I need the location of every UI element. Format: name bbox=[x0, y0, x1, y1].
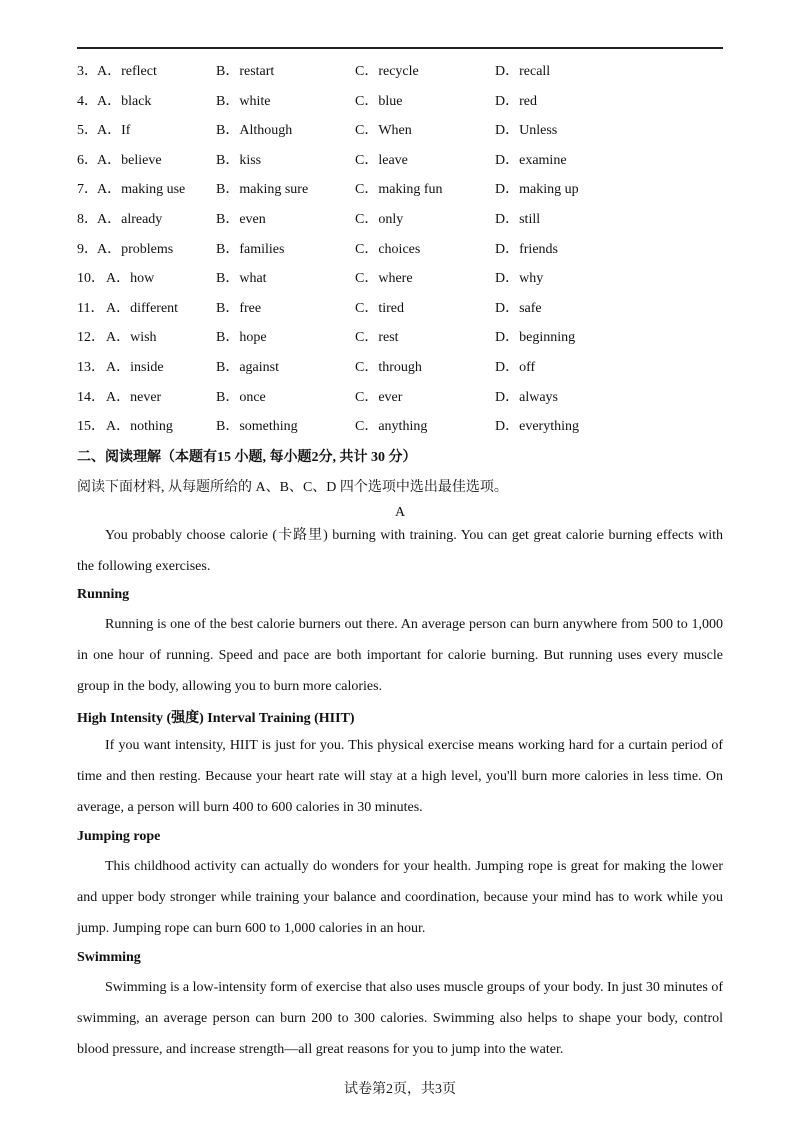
option-a: A．wish bbox=[106, 330, 157, 346]
option-c: C．When bbox=[355, 123, 412, 139]
option-c: C．only bbox=[355, 212, 404, 227]
option-d: D．making up bbox=[495, 182, 579, 198]
option-c: C．recycle bbox=[355, 64, 419, 79]
option-d: D．recall bbox=[495, 64, 551, 79]
option-b: B．against bbox=[216, 360, 279, 375]
option-d: D．friends bbox=[495, 241, 558, 257]
option-d: D．why bbox=[495, 271, 544, 287]
top-rule bbox=[77, 47, 723, 49]
option-c: C．through bbox=[355, 360, 422, 375]
page-footer: 试卷第2页，共3页 bbox=[344, 1082, 456, 1097]
question-number: 10． bbox=[77, 271, 105, 287]
paragraph-jumping-rope: This childhood activity can actually do wonders for your health. Jumping rope is great for making the lower and upper body stronger while training your balance and coordination, because your mind has to work while you jump. Jumping rope can burn 600 to 1,000 calories in an hour. bbox=[77, 859, 723, 936]
option-c: C．leave bbox=[355, 152, 408, 168]
option-d: D．Unless bbox=[495, 123, 558, 139]
option-a: A．different bbox=[106, 300, 179, 316]
option-d: D．examine bbox=[495, 152, 567, 168]
heading-hiit: High Intensity (强度) Interval Training (HIIT) bbox=[77, 711, 355, 726]
option-c: C．where bbox=[355, 271, 413, 287]
question-number: 15． bbox=[77, 419, 105, 435]
paragraph-hiit: If you want intensity, HIIT is just for you. This physical exercise means working hard for a curtain period of time and then resting. Because your heart rate will stay at a high level, you'll burn more calories in less time. On average, a person will burn 400 to 600 calories in 30 minutes. bbox=[77, 738, 723, 815]
question-number: 13． bbox=[77, 360, 105, 375]
option-d: D．red bbox=[495, 93, 537, 109]
paragraph-running: Running is one of the best calorie burners out there. An average person can burn anywhere from 500 to 1,000 in one hour of running. Speed and pace are both important for calorie burning. But running uses every muscle group in the body, allowing you to burn more calories. bbox=[77, 617, 723, 694]
option-d: D．off bbox=[495, 360, 536, 375]
option-c: C．making fun bbox=[355, 182, 443, 198]
heading-jumping-rope: Jumping rope bbox=[77, 829, 161, 844]
option-d: D．always bbox=[495, 389, 558, 405]
option-a: A．inside bbox=[106, 360, 164, 375]
question-number: 9． bbox=[77, 241, 98, 257]
option-b: B．making sure bbox=[216, 182, 309, 198]
passage-letter: A bbox=[394, 505, 406, 520]
option-c: C．choices bbox=[355, 241, 421, 257]
question-number: 7． bbox=[77, 182, 98, 198]
question-number: 14． bbox=[77, 389, 105, 405]
option-b: B．kiss bbox=[216, 152, 262, 168]
question-number: 11． bbox=[77, 300, 105, 316]
option-b: B．once bbox=[216, 389, 266, 405]
option-b: B．restart bbox=[216, 64, 275, 79]
section-instruction: 阅读下面材料, 从每题所给的 A、B、C、D 四个选项中选出最佳选项。 bbox=[77, 480, 508, 495]
option-a: A．how bbox=[106, 271, 155, 287]
option-a: A．nothing bbox=[106, 419, 173, 435]
heading-running: Running bbox=[77, 587, 130, 602]
option-d: D．everything bbox=[495, 419, 579, 435]
option-a: A．If bbox=[97, 123, 131, 139]
question-number: 5． bbox=[77, 123, 98, 139]
option-c: C．anything bbox=[355, 419, 428, 435]
option-d: D．safe bbox=[495, 300, 542, 316]
option-b: B．free bbox=[216, 300, 262, 316]
question-number: 6． bbox=[77, 152, 98, 168]
option-d: D．beginning bbox=[495, 330, 576, 346]
question-number: 3． bbox=[77, 64, 98, 79]
option-a: A．reflect bbox=[97, 64, 157, 79]
question-number: 12． bbox=[77, 330, 105, 346]
option-b: B．Although bbox=[216, 123, 293, 139]
option-c: C．blue bbox=[355, 93, 403, 109]
option-b: B．families bbox=[216, 241, 285, 257]
option-b: B．even bbox=[216, 212, 266, 227]
paragraph-swimming: Swimming is a low-intensity form of exercise that also uses muscle groups of your body. In just 30 minutes of swimming, an average person can burn 200 to 300 calories. Swimming also helps to shape your body, control blood pressure, and increase strength—all great reasons for you to jump into the water. bbox=[77, 980, 723, 1057]
option-b: B．white bbox=[216, 93, 271, 109]
option-b: B．what bbox=[216, 271, 267, 287]
passage-intro: You probably choose calorie (卡路里) burning with training. You can get great calorie burning effects with the following exercises. bbox=[77, 528, 723, 574]
heading-swimming: Swimming bbox=[77, 950, 141, 965]
option-c: C．tired bbox=[355, 300, 404, 316]
option-a: A．black bbox=[97, 93, 152, 109]
option-a: A．believe bbox=[97, 152, 162, 168]
question-number: 8． bbox=[77, 212, 98, 227]
option-d: D．still bbox=[495, 212, 541, 227]
question-number: 4． bbox=[77, 93, 98, 109]
option-a: A．problems bbox=[97, 241, 174, 257]
option-c: C．rest bbox=[355, 330, 399, 346]
option-a: A．already bbox=[97, 212, 163, 227]
option-b: B．something bbox=[216, 419, 298, 435]
option-b: B．hope bbox=[216, 330, 267, 346]
section-title: 二、阅读理解（本题有15 小题, 每小题2分, 共计 30 分） bbox=[77, 450, 417, 465]
option-a: A．making use bbox=[97, 182, 186, 198]
option-c: C．ever bbox=[355, 389, 403, 405]
option-a: A．never bbox=[106, 389, 162, 405]
